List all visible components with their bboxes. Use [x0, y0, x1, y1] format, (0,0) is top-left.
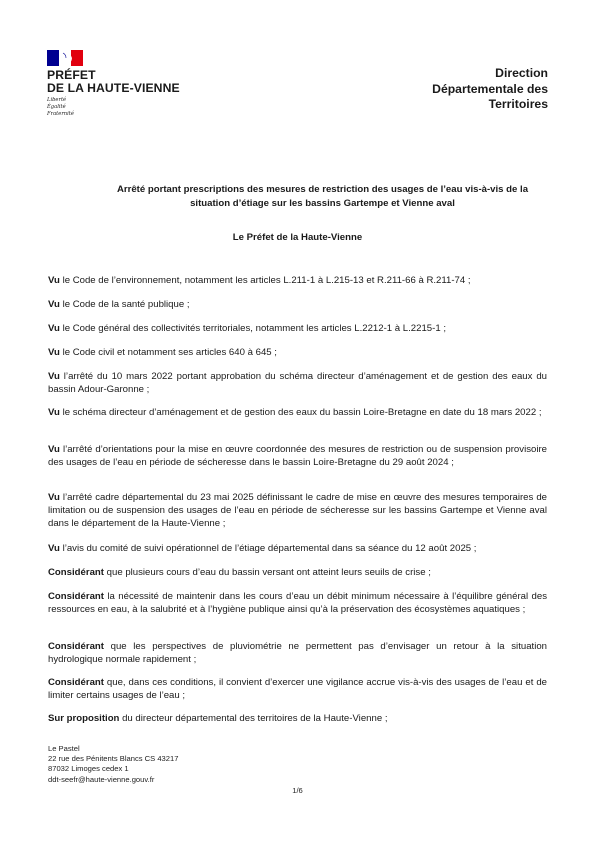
direction-line-1: Direction [495, 66, 548, 80]
clause: Vu l’arrêté cadre départemental du 23 mai 2025 définissant le cadre de mise en œuvre des mesures temporaires de limitation ou de suspension des usages de l’eau en période de sécheresse sur les bassins Gartempe et Vienne aval dans le département de la Haute-Vienne ; [48, 492, 547, 529]
clause: Vu le Code général des collectivités territoriales, notamment les articles L.2212-1 à L.2215-1 ; [48, 323, 446, 334]
clause: Sur proposition du directeur départemental des territoires de la Haute-Vienne ; [48, 713, 388, 724]
clause: Vu l’arrêté d’orientations pour la mise en œuvre coordonnée des mesures de restriction ou de suspension provisoire des usages de l’eau en période de sécheresse dans le bassin Loire-Bretagne du 29 août 2024 ; [48, 444, 547, 468]
clause: Considérant que, dans ces conditions, il convient d’exercer une vigilance accrue vis-à-vis des usages de l’eau et de limiter certains usages de l’eau ; [48, 677, 547, 701]
clause: Vu le Code de la santé publique ; [48, 299, 190, 310]
motto-egalite: Égalité [47, 103, 66, 110]
prefet-title [47, 69, 207, 94]
motto-fraternite: Fraternité [47, 110, 74, 117]
page-number: 1/6 [292, 786, 303, 795]
prefet-line-1: PRÉFET [47, 68, 96, 82]
clause: Considérant que plusieurs cours d’eau du bassin versant ont atteint leurs seuils de crise ; [48, 567, 431, 578]
document-title: Arrêté portant prescriptions des mesures de restriction des usages de l’eau vis-à-vis de la situation d’étiage sur les bassins Gartempe et Vienne aval [116, 184, 529, 209]
clause: Vu le Code civil et notamment ses articles 640 à 645 ; [48, 347, 277, 358]
clause: Vu le schéma directeur d’aménagement et de gestion des eaux du bassin Loire-Bretagne en date du 18 mars 2022 ; [48, 407, 542, 418]
marianne-flag-icon [47, 50, 83, 66]
clause: Vu l’arrêté du 10 mars 2022 portant approbation du schéma directeur d’aménagement et de gestion des eaux du bassin Adour-Garonne ; [48, 371, 547, 395]
footer-email[interactable]: ddt-seefr@haute-vienne.gouv.fr [48, 774, 155, 784]
prefet-logo [47, 50, 207, 117]
issuing-service [432, 66, 548, 113]
footer-street: 22 rue des Pénitents Blancs CS 43217 [48, 754, 179, 764]
clause: Vu le Code de l’environnement, notamment les articles L.211-1 à L.215-13 et R.211-66 à R.211-74 ; [48, 275, 471, 286]
republic-motto [47, 97, 207, 117]
clause: Considérant la nécessité de maintenir dans les cours d’eau un débit minimum nécessaire à l’équilibre général des ressources en eau, à la salubrité et à l’hygiène publique ainsi qu’à la préservation des écosystèmes aquatiques ; [48, 591, 547, 615]
clause: Considérant que les perspectives de pluviométrie ne permettent pas d’envisager un retour à la situation hydrologique normale rapidement ; [48, 641, 547, 665]
direction-line-2: Départementale des [432, 81, 548, 96]
clause: Vu l’avis du comité de suivi opérationnel de l’étiage départemental dans sa séance du 12 août 2025 ; [48, 543, 477, 554]
footer-city: 87032 Limoges cedex 1 [48, 764, 129, 774]
address-footer [48, 744, 178, 785]
motto-liberte: Liberté [47, 97, 67, 103]
authority-line: Le Préfet de la Haute-Vienne [232, 232, 363, 243]
footer-building: Le Pastel [48, 744, 80, 753]
prefet-line-2: DE LA HAUTE-VIENNE [47, 80, 180, 95]
direction-line-3: Territoires [488, 97, 548, 111]
